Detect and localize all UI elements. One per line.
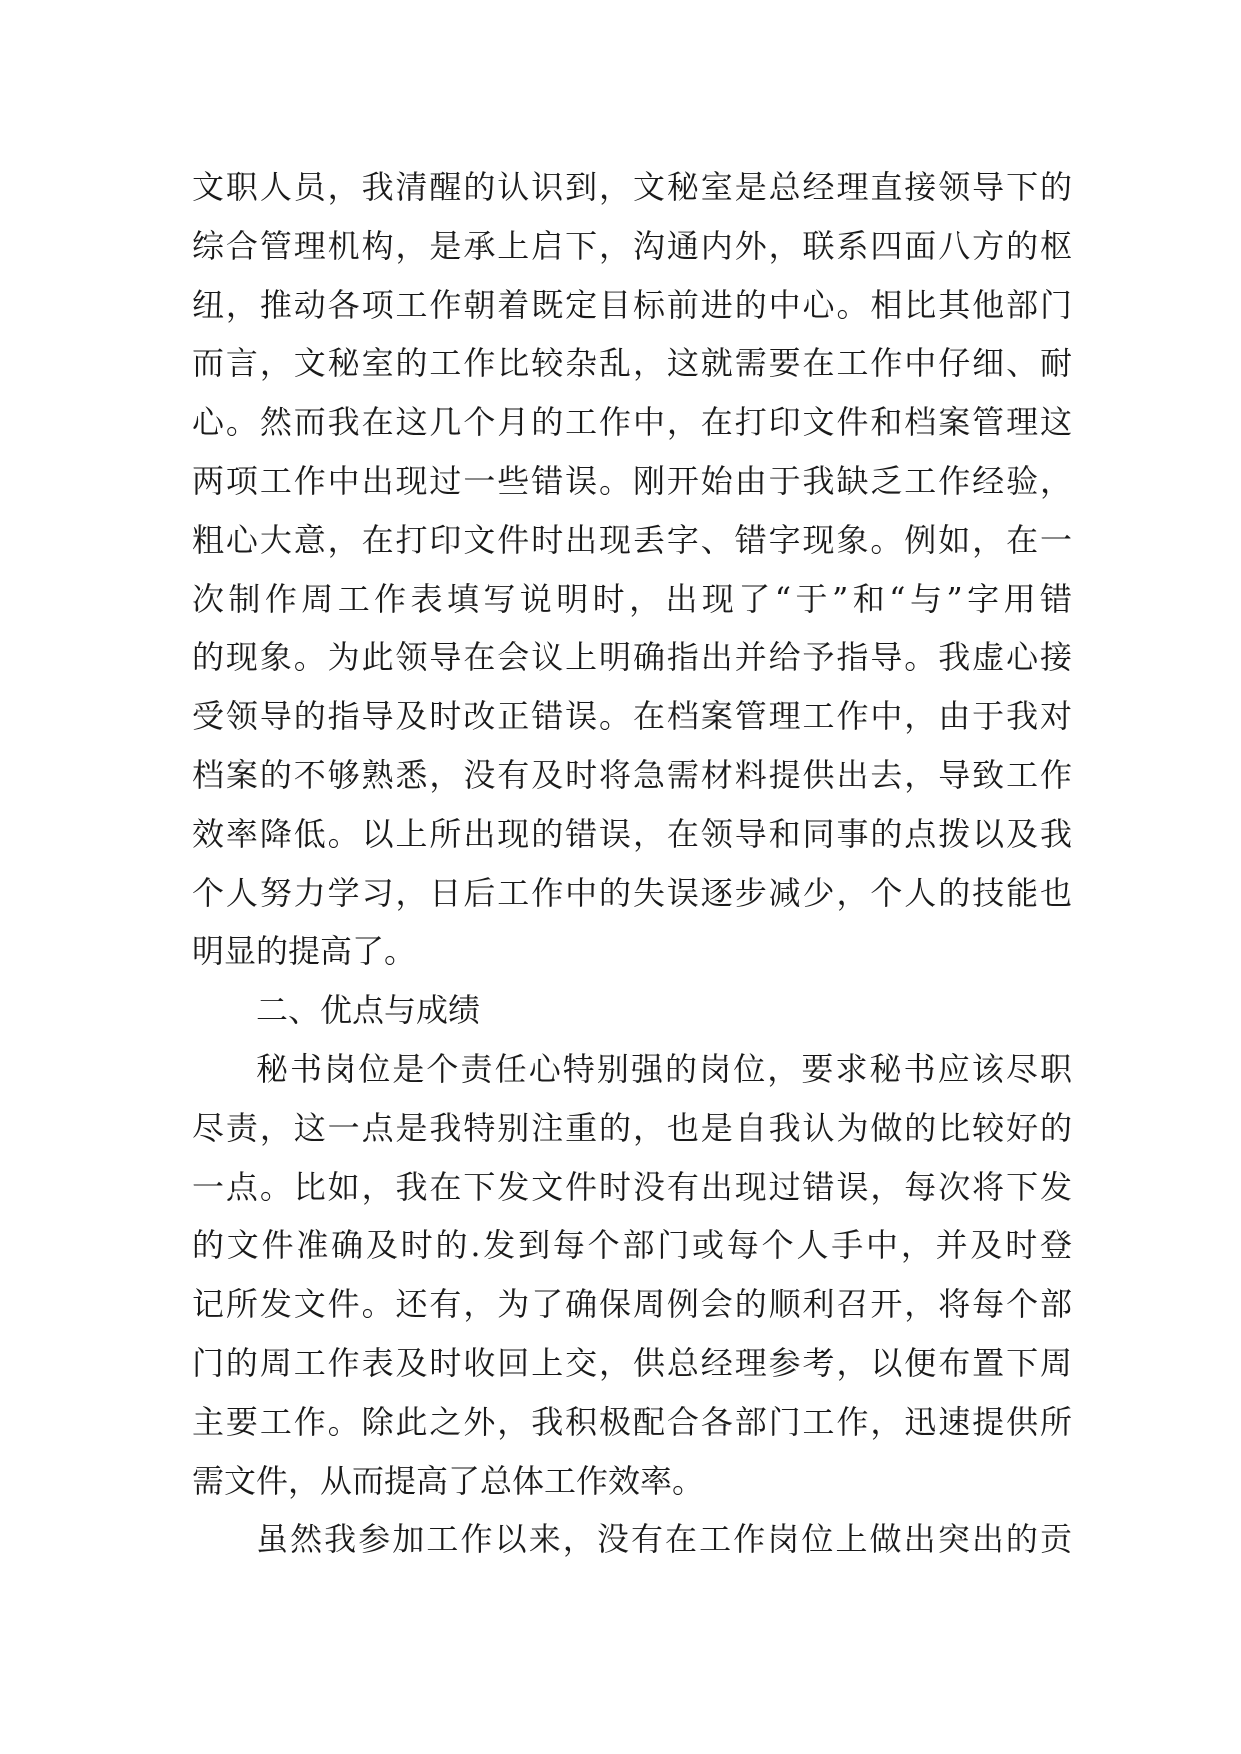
text-line: 粗心大意，在打印文件时出现丢字、错字现象。例如，在一	[192, 520, 1072, 559]
text-line: 尽责，这一点是我特别注重的，也是自我认为做的比较好的	[192, 1108, 1072, 1147]
text-line: 需文件，从而提高了总体工作效率。	[192, 1461, 705, 1500]
text-line: 心。然而我在这几个月的工作中，在打印文件和档案管理这	[192, 403, 1072, 442]
text-line: 次制作周工作表填写说明时，出现了“于”和“与”字用错	[192, 579, 1072, 618]
text-line: 受领导的指导及时改正错误。在档案管理工作中，由于我对	[192, 697, 1072, 736]
text-line: 而言，文秘室的工作比较杂乱，这就需要在工作中仔细、耐	[192, 344, 1072, 383]
text-line: 档案的不够熟悉，没有及时将急需材料提供出去，导致工作	[192, 755, 1072, 794]
text-line: 虽然我参加工作以来，没有在工作岗位上做出突出的贡	[256, 1520, 1072, 1559]
text-line: 的文件准确及时的.发到每个部门或每个人手中，并及时登	[192, 1226, 1072, 1265]
text-line: 两项工作中出现过一些错误。刚开始由于我缺乏工作经验，	[192, 461, 1072, 500]
text-line: 的现象。为此领导在会议上明确指出并给予指导。我虚心接	[192, 638, 1072, 677]
paragraph	[192, 1510, 1072, 1569]
paragraph	[192, 1040, 1072, 1510]
section-heading: 二、优点与成绩	[256, 991, 481, 1030]
text-line: 综合管理机构，是承上启下，沟通内外，联系四面八方的枢	[192, 226, 1072, 265]
text-line: 个人努力学习，日后工作中的失误逐步减少，个人的技能也	[192, 873, 1072, 912]
text-line: 主要工作。除此之外，我积极配合各部门工作，迅速提供所	[192, 1402, 1072, 1441]
text-line: 一点。比如，我在下发文件时没有出现过错误，每次将下发	[192, 1167, 1072, 1206]
paragraph	[192, 158, 1072, 981]
text-line: 文职人员，我清醒的认识到，文秘室是总经理直接领导下的	[192, 168, 1072, 206]
document-body	[192, 158, 1072, 1569]
text-line: 记所发文件。还有，为了确保周例会的顺利召开，将每个部	[192, 1285, 1072, 1324]
text-line: 明显的提高了。	[192, 932, 417, 971]
text-line: 秘书岗位是个责任心特别强的岗位，要求秘书应该尽职	[256, 1049, 1072, 1088]
text-line: 纽，推动各项工作朝着既定目标前进的中心。相比其他部门	[192, 285, 1072, 324]
text-line: 效率降低。以上所出现的错误，在领导和同事的点拨以及我	[192, 814, 1072, 853]
text-line: 门的周工作表及时收回上交，供总经理参考，以便布置下周	[192, 1343, 1072, 1382]
